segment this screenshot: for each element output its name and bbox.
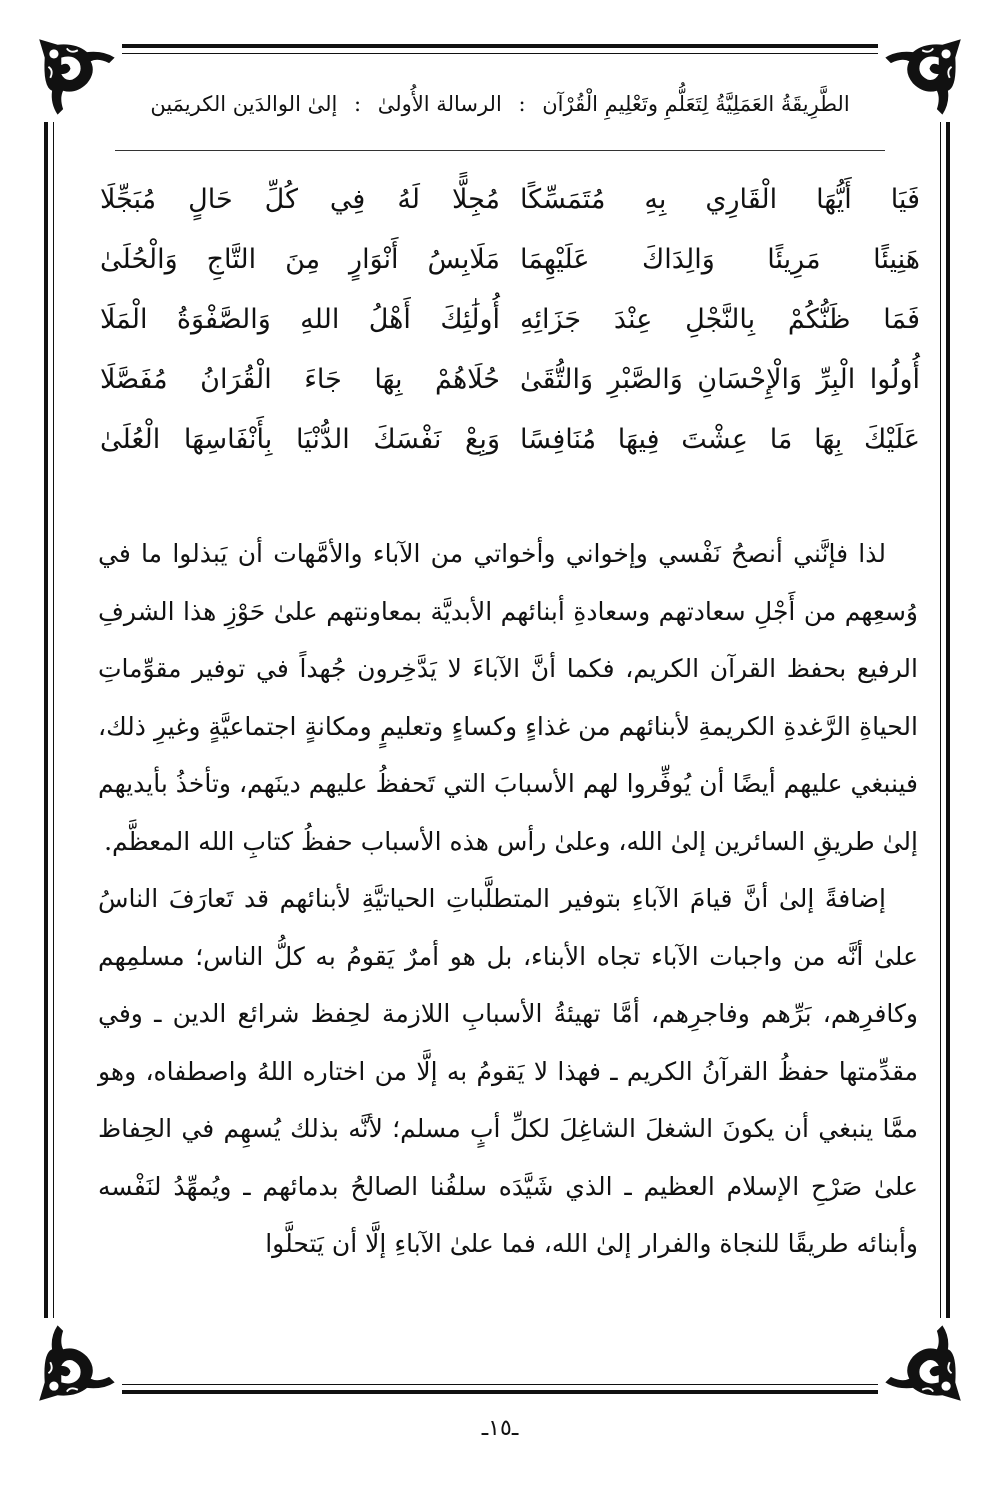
verse-second-hemistich: مُجِلًّا لَهُ فِي كُلِّ حَالٍ مُبَجِّلَا (100, 184, 500, 215)
poem-verse (100, 410, 920, 470)
poem-verse (100, 350, 920, 410)
corner-ornament-bottom-left (30, 1318, 122, 1410)
header-separator: : (354, 92, 362, 116)
verse-first-hemistich: أُولُوا الْبِرِّ وَالْإِحْسَانِ وَالصَّبْرِ وَالتُّقَىٰ (520, 364, 920, 395)
verse-second-hemistich: أُولَٰئِكَ أَهْلُ اللهِ وَالصَّفْوَةُ الْمَلَا (100, 304, 500, 335)
verse-first-hemistich: فَيَا أَيُّهَا الْقَارِي بِهِ مُتَمَسِّكًا (520, 184, 920, 215)
body-paragraph: لذا فإنَّني أنصحُ نَفْسي وإخواني وأخواتي من الآباء والأمَّهات أن يَبذلوا ما في وُسعِهم من أَجْلِ سعادتهم وسعادةِ أبنائهم الأبديَّة بمعاونتهم علىٰ حَوْزِ هذا الشرفِ الرفيع بحفظ القرآن الكريم، فكما أنَّ الآباءَ لا يَدَّخِرون جُهداً في توفير مقوِّماتِ الحياةِ الرَّغدةِ الكريمةِ لأبنائهم من غذاءٍ وكساءٍ وتعليمٍ ومكانةٍ اجتماعيَّةٍ وغيرِ ذلك، فينبغي عليهم أيضًا أن يُوفِّروا لهم الأسبابَ التي تَحفظُ عليهم دينَهم، وتأخذُ بأيديهم إلىٰ طريقِ السائرين إلىٰ الله، وعلىٰ رأس هذه الأسباب حفظُ كتابِ الله المعظَّم. (98, 539, 918, 856)
verse-second-hemistich: وَبِعْ نَفْسَكَ الدُّنْيَا بِأَنْفَاسِهَا الْعُلَىٰ (100, 424, 500, 455)
poem-block (100, 170, 920, 470)
corner-ornament-top-right (878, 30, 970, 122)
header-divider (115, 150, 885, 151)
poem-verse (100, 170, 920, 230)
verse-first-hemistich: عَلَيْكَ بِهَا مَا عِشْتَ فِيهَا مُنَافِسًا (520, 424, 920, 455)
header-book-title: الطَّرِيقَةُ العَمَلِيَّةُ لِتَعَلُّمِ وتَعْلِيمِ الْقُرْآن (542, 92, 850, 116)
header-section: إلىٰ الوالدَين الكريمَين (150, 92, 338, 116)
poem-verse (100, 230, 920, 290)
arabesque-ornament-icon (30, 1318, 122, 1410)
verse-first-hemistich: هَنِيئًا مَرِيئًا وَالِدَاكَ عَلَيْهِمَا (520, 244, 920, 275)
arabesque-ornament-icon (30, 30, 122, 122)
running-header (115, 92, 885, 116)
poem-verse (100, 290, 920, 350)
verse-first-hemistich: فَمَا ظَنُّكُمْ بِالنَّجْلِ عِنْدَ جَزَائِهِ (520, 304, 920, 335)
arabesque-ornament-icon (878, 30, 970, 122)
header-chapter: الرسالة الأُولىٰ (377, 92, 502, 116)
corner-ornament-bottom-right (878, 1318, 970, 1410)
corner-ornament-top-left (30, 30, 122, 122)
page-number: ـ١٥ـ (481, 1416, 519, 1441)
body-paragraph: إضافةً إلىٰ أنَّ قيامَ الآباءِ بتوفير المتطلَّباتِ الحياتيَّةِ لأبنائهم قد تَعارَفَ الناسُ علىٰ أنَّه من واجبات الآباء تجاه الأبناء، بل هو أمرٌ يَقومُ به كلُّ الناس؛ مسلمِهم وكافرِهم، بَرِّهم وفاجرِهم، أمَّا تهيئةُ الأسبابِ اللازمة لحِفظ شرائع الدين ـ وفي مقدِّمتها حفظُ القرآنُ الكريم ـ فهذا لا يَقومُ به إلَّا من اختاره اللهُ واصطفاه، وهو ممَّا ينبغي أن يكونَ الشغلَ الشاغِلَ لكلِّ أبٍ مسلم؛ لأنَّه بذلك يُسهِم في الحِفاظ علىٰ صَرْحِ الإسلام العظيم ـ الذي شَيَّدَه سلفُنا الصالحُ بدمائهم ـ ويُمهِّدُ لنَفْسه وأبنائه طريقًا للنجاة والفرار إلىٰ الله، فما علىٰ الآباءِ إلَّا أن يَتحلَّوا (98, 884, 918, 1258)
body-text (98, 525, 918, 1273)
header-separator: : (518, 92, 526, 116)
verse-second-hemistich: مَلَابِسُ أَنْوَارٍ مِنَ التَّاجِ وَالْحُلَىٰ (100, 244, 500, 275)
verse-second-hemistich: حُلَاهُمْ بِهَا جَاءَ الْقُرَانُ مُفَصَّلَا (100, 364, 500, 395)
arabesque-ornament-icon (878, 1318, 970, 1410)
